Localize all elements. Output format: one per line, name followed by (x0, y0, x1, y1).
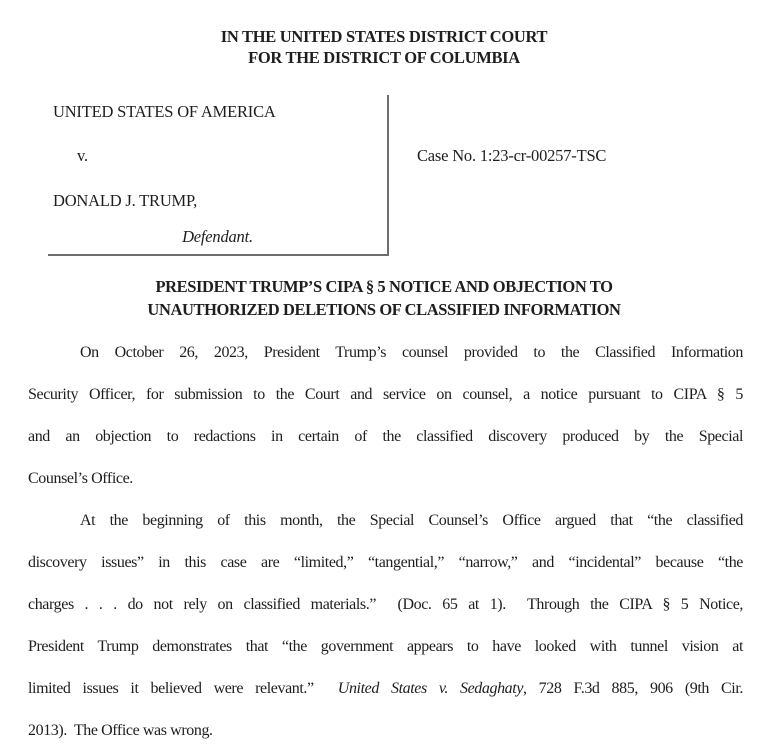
court-header (0, 26, 768, 68)
paragraph-1 (28, 332, 743, 500)
body-line: On October 26, 2023, President Trump’s counsel provided to the Classified Information (80, 344, 743, 361)
court-header-line2: FOR THE DISTRICT OF COLUMBIA (248, 48, 520, 67)
case-caption-box (48, 95, 389, 256)
case-citation: United States v. Sedaghaty (337, 680, 524, 697)
body-line: and an objection to redactions in certain of the classified discovery produced by the Special (28, 428, 743, 445)
case-number: Case No. 1:23-cr-00257-TSC (417, 146, 607, 165)
citation-pre-text: limited issues it believed were relevant.” (28, 680, 338, 697)
body-line: Counsel’s Office. (28, 470, 133, 487)
document-body (28, 332, 743, 751)
caption-defendant-label: Defendant. (182, 227, 253, 246)
document-title-line1: PRESIDENT TRUMP’S CIPA § 5 NOTICE AND OBJECTION TO (155, 277, 613, 296)
paragraph-2 (28, 500, 743, 751)
caption-defendant-name: DONALD J. TRUMP, (53, 191, 198, 210)
caption-plaintiff: UNITED STATES OF AMERICA (53, 102, 276, 121)
body-line: At the beginning of this month, the Special Counsel’s Office argued that “the classified (80, 512, 743, 529)
caption-versus: v. (77, 146, 88, 165)
body-line-with-citation (28, 668, 743, 710)
body-line: President Trump demonstrates that “the government appears to have looked with tunnel vision at (28, 638, 743, 655)
body-line: discovery issues” in this case are “limited,” “tangential,” “narrow,” and “incidental” because “the (28, 554, 743, 571)
document-title (0, 276, 768, 321)
court-header-line1: IN THE UNITED STATES DISTRICT COURT (220, 27, 548, 46)
document-title-line2: UNAUTHORIZED DELETIONS OF CLASSIFIED INFORMATION (147, 299, 621, 319)
body-line: charges . . . do not rely on classified materials.” (Doc. 65 at 1). Through the CIPA § 5 Notice, (28, 596, 743, 613)
body-line: Security Officer, for submission to the Court and service on counsel, a notice pursuant to CIPA § 5 (28, 386, 743, 403)
body-line: 2013). The Office was wrong. (28, 722, 213, 739)
citation-post-text: , 728 F.3d 885, 906 (9th Cir. (523, 680, 743, 697)
